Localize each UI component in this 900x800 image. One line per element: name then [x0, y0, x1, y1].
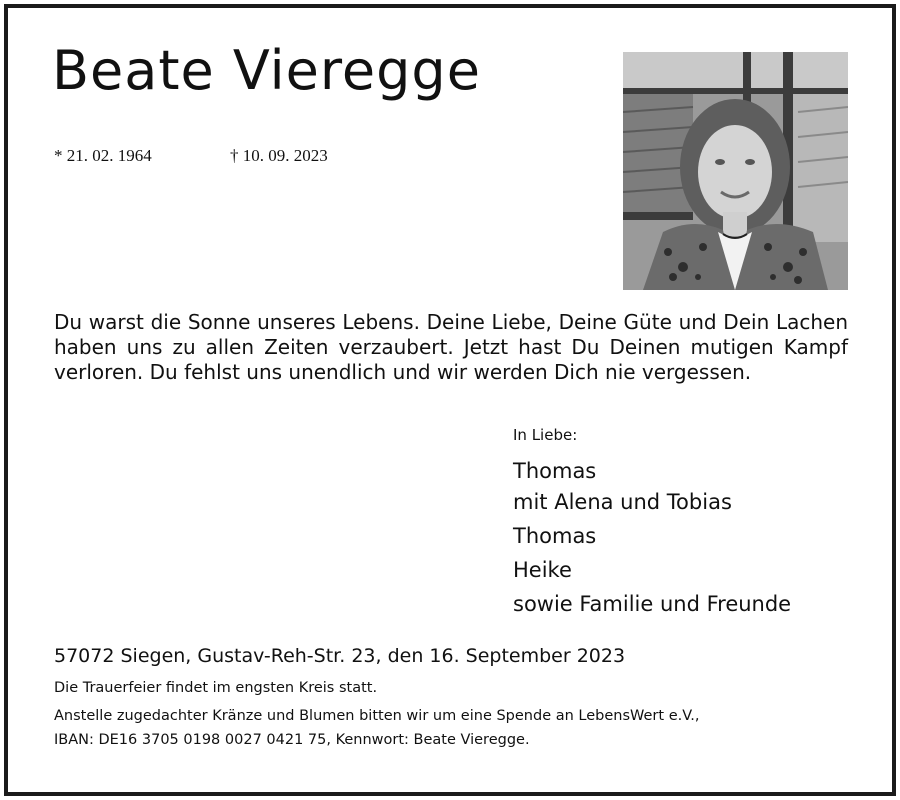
donation-note: Anstelle zugedachter Kränze und Blumen bitten wir um eine Spende an LebensWert e.V., [54, 708, 700, 724]
place-and-date: 57072 Siegen, Gustav-Reh-Str. 23, den 16. September 2023 [54, 645, 626, 667]
family-list [513, 457, 791, 621]
deceased-name: Beate Vieregge [52, 39, 481, 102]
memorial-quote: Du warst die Sonne unseres Lebens. Deine Liebe, Deine Güte und Dein Lachen haben uns zu allen Zeiten verzaubert. Jetzt hast Du Deinen mutigen Kampf verloren. Du fehlst uns unendlich und wir werden Dich nie vergessen. [54, 310, 848, 384]
ceremony-note: Die Trauerfeier findet im engsten Kreis statt. [54, 680, 378, 696]
family-member: Thomas [513, 524, 597, 548]
family-member: mit Alena und Tobias [513, 490, 732, 514]
death-date: † 10. 09. 2023 [230, 146, 328, 165]
portrait-photo [623, 52, 848, 290]
family-member: sowie Familie und Freunde [513, 592, 792, 616]
donation-iban: IBAN: DE16 3705 0198 0027 0421 75, Kennwort: Beate Vieregge. [54, 732, 530, 748]
family-member: Thomas [513, 459, 597, 483]
in-love-label: In Liebe: [513, 426, 578, 444]
birth-date: * 21. 02. 1964 [54, 146, 152, 165]
family-member: Heike [513, 558, 572, 582]
